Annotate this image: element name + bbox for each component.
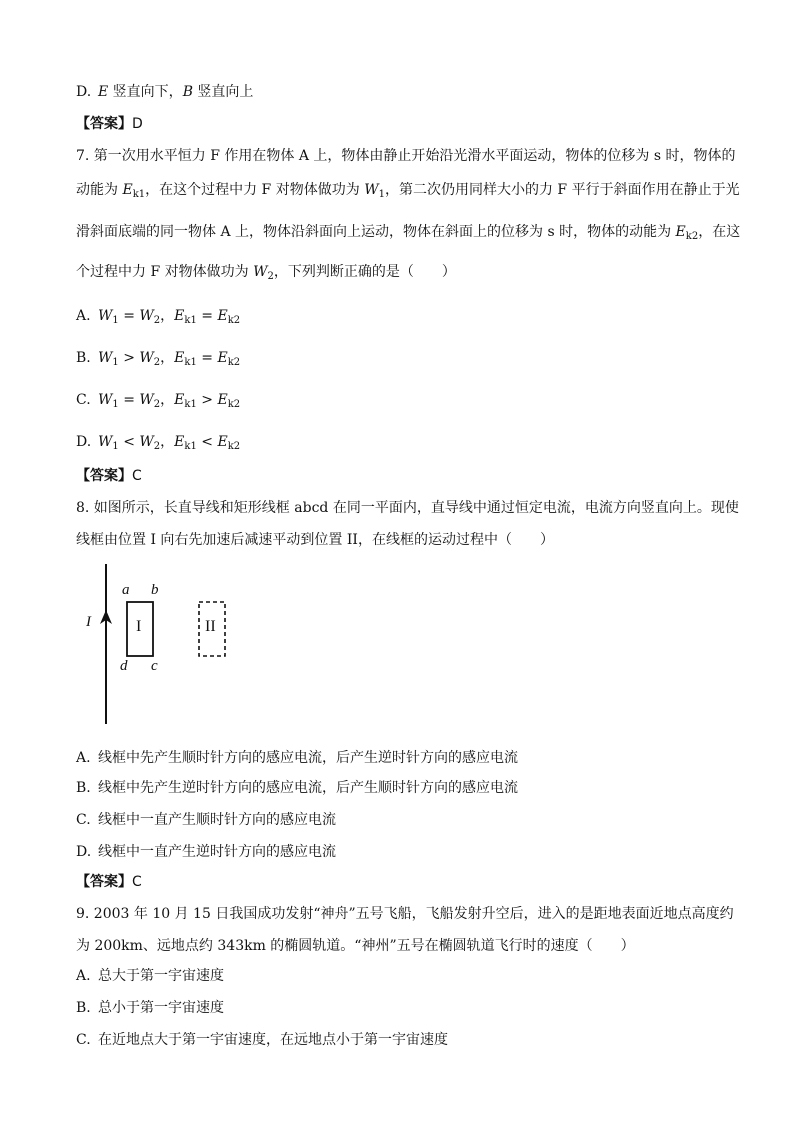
corner-c-label: c xyxy=(151,658,158,674)
q9-stem-line2: 为 200km、远地点约 343km 的椭圆轨道。“神州”五号在椭圆轨道飞行时的速度（ ） xyxy=(76,938,635,954)
q8-stem-line2: 线框由位置 I 向右先加速后减速平动到位置 II，在线框的运动过程中（ ） xyxy=(76,532,554,548)
q9-option-c: C. 在近地点大于第一宇宙速度，在远地点小于第一宇宙速度 xyxy=(76,1032,448,1048)
corner-a-label: a xyxy=(122,582,130,598)
current-label: I xyxy=(86,614,91,630)
wire-frame-diagram xyxy=(84,562,244,728)
q7-stem-line3: 滑斜面底端的同一物体 A 上，物体沿斜面向上运动，物体在斜面上的位移为 s 时，物体的动能为 $E_{k2}$，在这 xyxy=(76,224,741,242)
q8-figure xyxy=(84,562,244,728)
q7-stem-line1: 7. 第一次用水平恒力 F 作用在物体 A 上，物体由静止开始沿光滑水平面运动，物体的位移为 s 时，物体的 xyxy=(76,148,736,164)
q7-option-c: C. $W_1 = W_2$，$E_{k1} > E_{k2}$ xyxy=(76,392,241,410)
q9-option-b: B. 总小于第一宇宙速度 xyxy=(76,1000,224,1016)
q7-stem-line2: 动能为 $E_{k1}$，在这个过程中力 F 对物体做功为 $W_1$，第二次仍用同样大小的力 F 平行于斜面作用在静止于光 xyxy=(76,182,740,200)
q6-option-d: D. E 竖直向下，B 竖直向上 xyxy=(76,84,254,100)
corner-b-label: b xyxy=(151,582,159,598)
position-1-label: I xyxy=(136,618,142,635)
q7-option-a: A. $W_1 = W_2$，$E_{k1} = E_{k2}$ xyxy=(76,308,241,326)
corner-d-label: d xyxy=(120,658,128,674)
q7-answer: 【答案】C xyxy=(76,468,142,484)
q9-option-a: A. 总大于第一宇宙速度 xyxy=(76,968,224,984)
q6-answer: 【答案】D xyxy=(76,116,143,132)
q8-option-b: B. 线框中先产生逆时针方向的感应电流，后产生顺时针方向的感应电流 xyxy=(76,780,518,796)
q9-stem-line1: 9. 2003 年 10 月 15 日我国成功发射“神舟”五号飞船，飞船发射升空后，进入的是距地表面近地点高度约 xyxy=(76,906,734,922)
q7-option-d: D. $W_1 < W_2$，$E_{k1} < E_{k2}$ xyxy=(76,434,241,452)
q8-stem-line1: 8. 如图所示，长直导线和矩形线框 abcd 在同一平面内，直导线中通过恒定电流，电流方向竖直向上。现使 xyxy=(76,500,739,516)
q7-stem-line4: 个过程中力 F 对物体做功为 $W_2$，下列判断正确的是（ ） xyxy=(76,264,456,282)
q7-option-b: B. $W_1 > W_2$，$E_{k1} = E_{k2}$ xyxy=(76,350,241,368)
q8-option-c: C. 线框中一直产生顺时针方向的感应电流 xyxy=(76,812,336,828)
q8-option-d: D. 线框中一直产生逆时针方向的感应电流 xyxy=(76,844,336,860)
q8-option-a: A. 线框中先产生顺时针方向的感应电流，后产生逆时针方向的感应电流 xyxy=(76,750,518,766)
position-2-label: II xyxy=(205,618,216,635)
q8-answer: 【答案】C xyxy=(76,874,142,890)
